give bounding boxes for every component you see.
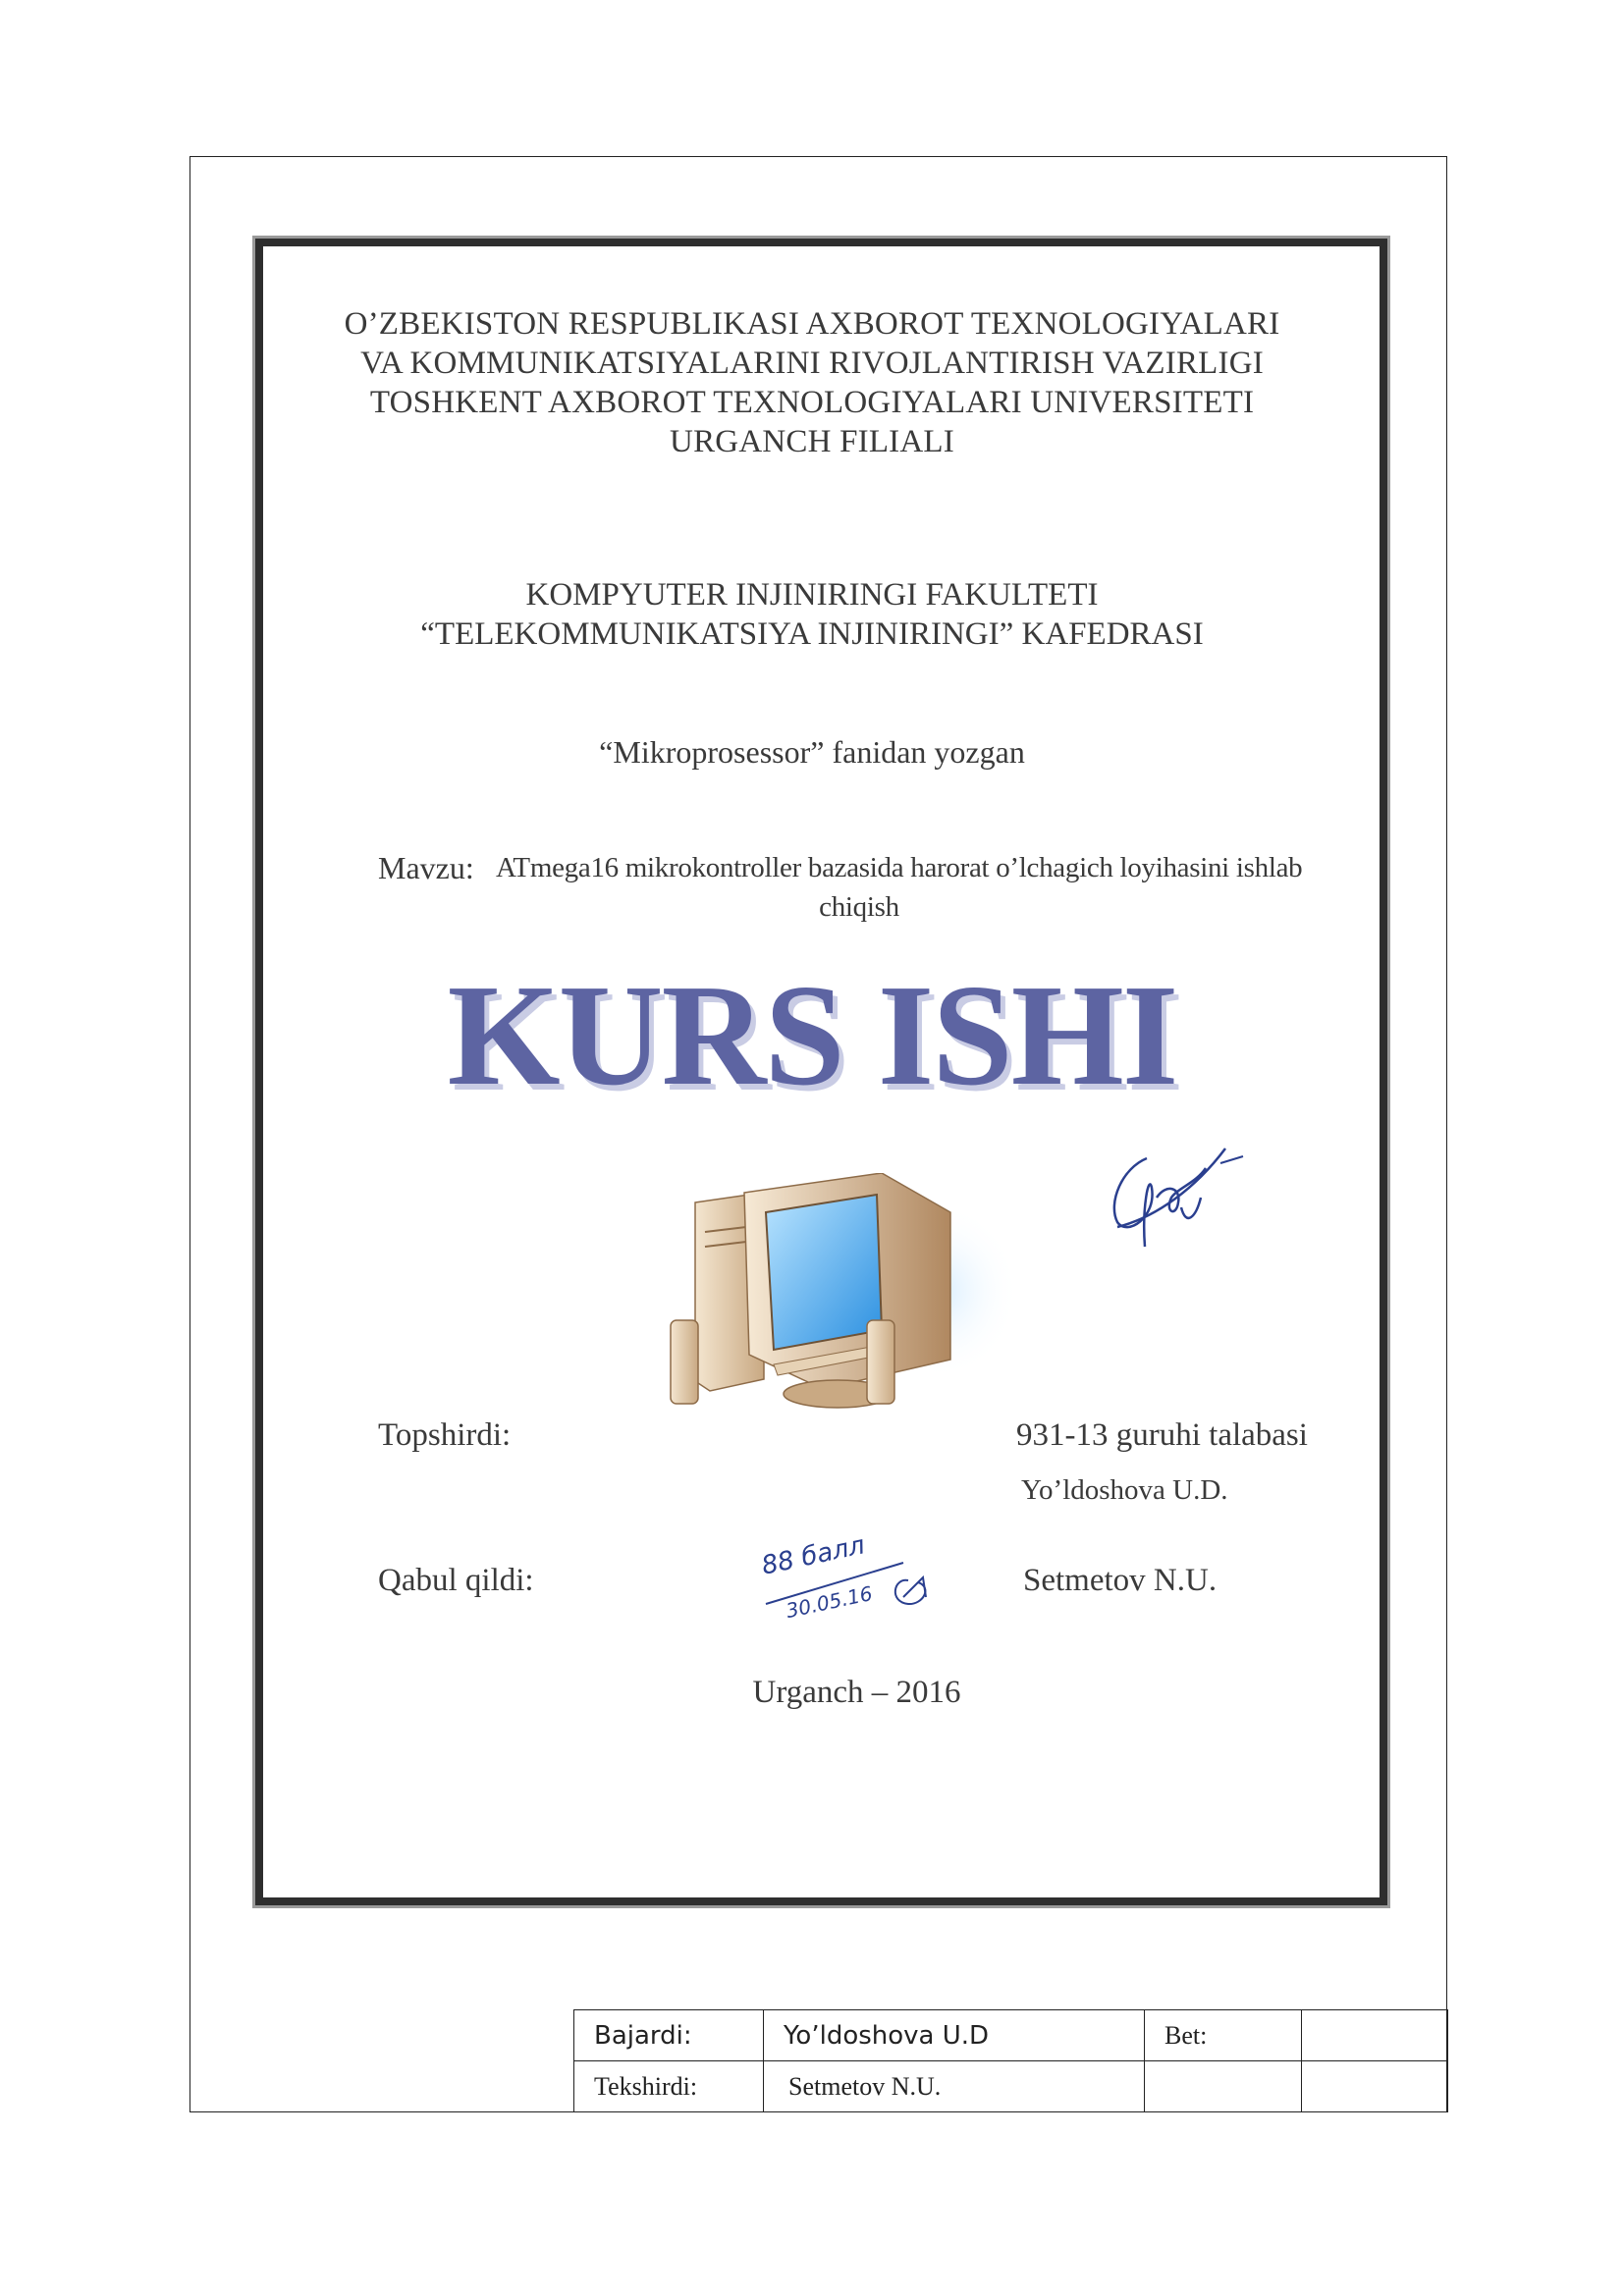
done-label: Bajardi: <box>574 2010 764 2061</box>
ministry-line-3: TOSHKENT AXBOROT TEXNOLOGIYALARI UNIVERSITETI <box>369 385 1255 420</box>
place-year: Urganch – 2016 <box>752 1675 961 1710</box>
topic-line-2: chiqish <box>819 891 899 923</box>
ministry-line-2: VA KOMMUNIKATSIYALARINI RIVOJLANTIRISH VAZIRLIGI <box>360 346 1264 381</box>
grade-note: 88 балл <box>759 1530 868 1581</box>
accepted-label: Qabul qildi: <box>378 1563 534 1598</box>
grade-date: 30.05.16 <box>784 1581 875 1623</box>
submitted-label: Topshirdi: <box>378 1417 512 1453</box>
topic-line-1: ATmega16 mikrokontroller bazasida harorat o’lchagich loyihasini ishlab <box>496 852 1303 883</box>
subject-line: “Mikroprosessor” fanidan yozgan <box>599 734 1025 770</box>
empty-cell-1 <box>1145 2061 1302 2112</box>
student-name: Yo’ldoshova U.D. <box>1021 1474 1228 1506</box>
ministry-line-1: O’ZBEKISTON RESPUBLIKASI AXBOROT TEXNOLOGIYALARI <box>344 306 1280 342</box>
student-group: 931-13 guruhi talabasi <box>1016 1417 1308 1453</box>
title-block-table <box>573 2009 1448 2112</box>
page-number-cell <box>1302 2010 1448 2061</box>
teacher-name: Setmetov N.U. <box>1023 1563 1218 1598</box>
checked-value: Setmetov N.U. <box>764 2061 1145 2112</box>
topic-label: Mavzu: <box>378 850 474 885</box>
done-value: Yo’ldoshova U.D <box>764 2010 1145 2061</box>
faculty-line-1: KOMPYUTER INJINIRINGI FAKULTETI <box>525 577 1099 613</box>
ministry-line-4: URGANCH FILIALI <box>670 424 954 459</box>
signature-icon <box>1088 1129 1245 1266</box>
empty-cell-2 <box>1302 2061 1448 2112</box>
checked-label: Tekshirdi: <box>574 2061 764 2112</box>
computer-icon <box>656 1173 1019 1418</box>
faculty-line-2: “TELEKOMMUNIKATSIYA INJINIRINGI” KAFEDRASI <box>420 616 1204 652</box>
cover-title: KURS ISHI <box>447 955 1177 1116</box>
page-label: Bet: <box>1145 2010 1302 2061</box>
